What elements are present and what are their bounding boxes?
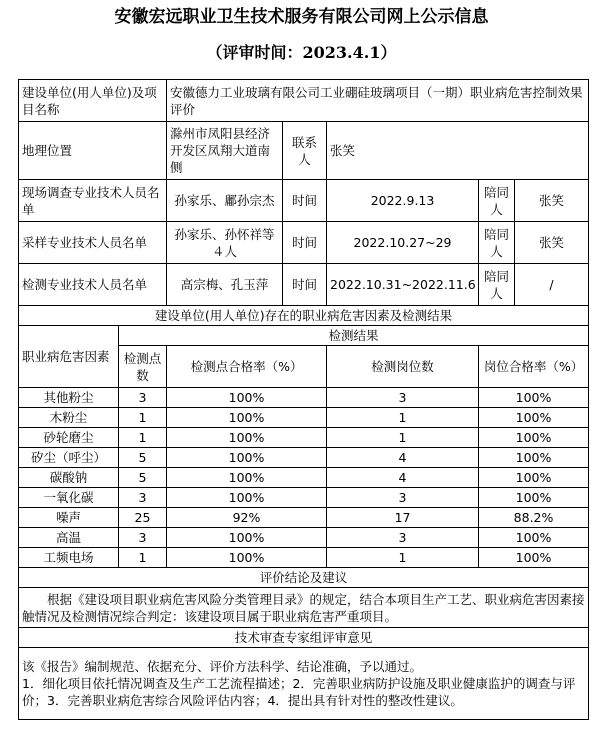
factor-name: 高温 [19,528,119,548]
testing-time-label: 时间 [283,264,327,306]
post-rate-value: 100% [479,488,589,508]
column-header-points: 检测点数 [119,346,167,388]
factor-name: 噪声 [19,508,119,528]
point-rate-value: 100% [167,528,327,548]
contact-value: 张笑 [327,122,589,180]
factor-name: 砂轮磨尘 [19,428,119,448]
sampling-row [19,222,589,264]
review-line-2: 1．细化项目依托情况调查及生产工艺流程描述；2．完善职业病防护设施及职业健康监护的调查与评价；3．完善职业病危害综合风险评估内容；4．提出具有针对性的整改性建议。 [22,676,576,708]
post-rate-value: 100% [479,408,589,428]
disclosure-table [18,79,589,720]
review-line-1: 该《报告》编制规范、依据充分、评价方法科学、结论准确，予以通过。 [22,659,423,674]
table-row [19,488,589,508]
post-rate-value: 100% [479,548,589,568]
table-row [19,448,589,468]
sampling-label: 采样专业技术人员名单 [19,222,167,264]
survey-companion: 张笑 [515,180,589,222]
project-row [19,80,589,122]
points-value: 5 [119,448,167,468]
conclusion-text: 根据《建设项目职业病危害风险分类管理目录》的规定，结合本项目生产工艺、职业病危害因素接触情况及检测情况综合判定：该建设项目属于职业病危害严重项目。 [19,588,589,628]
survey-companion-label: 陪同人 [479,180,515,222]
posts-value: 4 [327,448,479,468]
post-rate-value: 100% [479,388,589,408]
testing-label: 检测专业技术人员名单 [19,264,167,306]
conclusion-title: 评价结论及建议 [19,568,589,588]
factor-name: 碳酸钠 [19,468,119,488]
point-rate-value: 100% [167,408,327,428]
factor-header: 职业病危害因素 [19,326,119,388]
project-value: 安徽德力工业玻璃有限公司工业硼硅玻璃项目（一期）职业病危害控制效果评价 [167,80,589,122]
post-rate-value: 88.2% [479,508,589,528]
table-row [19,408,589,428]
conclusion-title-row [19,568,589,588]
factor-name: 工频电场 [19,548,119,568]
survey-time-label: 时间 [283,180,327,222]
survey-label: 现场调查专业技术人员名单 [19,180,167,222]
table-row [19,528,589,548]
points-value: 5 [119,468,167,488]
review-date: （评审时间：2023.4.1） [206,43,397,62]
points-value: 1 [119,428,167,448]
post-rate-value: 100% [479,528,589,548]
column-header-posts: 检测岗位数 [327,346,479,388]
points-value: 25 [119,508,167,528]
conclusion-text-row [19,588,589,628]
factor-name: 一氧化碳 [19,488,119,508]
post-rate-value: 100% [479,428,589,448]
sampling-names: 孙家乐、孙怀祥等４人 [167,222,283,264]
testing-companion-label: 陪同人 [479,264,515,306]
point-rate-value: 100% [167,428,327,448]
posts-value: 3 [327,388,479,408]
table-row [19,508,589,528]
table-row [19,468,589,488]
testing-time: 2022.10.31~2022.11.6 [327,264,479,306]
factor-name: 矽尘（呼尘） [19,448,119,468]
survey-names: 孙家乐、鄘孙宗杰 [167,180,283,222]
results-section-title: 建设单位(用人单位)存在的职业病危害因素及检测结果 [19,306,589,326]
posts-value: 1 [327,548,479,568]
page-title: 安徽宏远职业卫生技术服务有限公司网上公示信息 [114,7,489,27]
location-label: 地理位置 [19,122,167,180]
post-rate-value: 100% [479,468,589,488]
review-title-row [19,628,589,648]
sampling-companion: 张笑 [515,222,589,264]
point-rate-value: 100% [167,448,327,468]
point-rate-value: 100% [167,468,327,488]
testing-companion: / [515,264,589,306]
point-rate-value: 92% [167,508,327,528]
review-title: 技术审查专家组评审意见 [19,628,589,648]
sampling-time: 2022.10.27~29 [327,222,479,264]
points-value: 3 [119,528,167,548]
survey-row [19,180,589,222]
table-row [19,428,589,448]
survey-time: 2022.9.13 [327,180,479,222]
points-value: 1 [119,408,167,428]
posts-value: 17 [327,508,479,528]
points-value: 3 [119,488,167,508]
point-rate-value: 100% [167,488,327,508]
column-header-post-rate: 岗位合格率（%） [479,346,589,388]
testing-row [19,264,589,306]
location-value: 滁州市凤阳县经济开发区凤翔大道南侧 [167,122,283,180]
posts-value: 1 [327,408,479,428]
column-header-point-rate: 检测点合格率（%） [167,346,327,388]
results-title-row [19,306,589,326]
posts-value: 3 [327,488,479,508]
sampling-companion-label: 陪同人 [479,222,515,264]
points-value: 1 [119,548,167,568]
contact-label: 联系人 [283,122,327,180]
testing-names: 高宗梅、孔玉萍 [167,264,283,306]
review-text [19,648,589,720]
results-group-header: 检测结果 [119,326,589,346]
review-text-row [19,648,589,720]
post-rate-value: 100% [479,448,589,468]
point-rate-value: 100% [167,388,327,408]
posts-value: 4 [327,468,479,488]
posts-value: 1 [327,428,479,448]
location-row [19,122,589,180]
results-group-header-row [19,326,589,346]
project-label: 建设单位(用人单位)及项目名称 [19,80,167,122]
table-row [19,388,589,408]
factor-name: 木粉尘 [19,408,119,428]
posts-value: 3 [327,528,479,548]
point-rate-value: 100% [167,548,327,568]
table-row [19,548,589,568]
points-value: 3 [119,388,167,408]
sampling-time-label: 时间 [283,222,327,264]
factor-name: 其他粉尘 [19,388,119,408]
